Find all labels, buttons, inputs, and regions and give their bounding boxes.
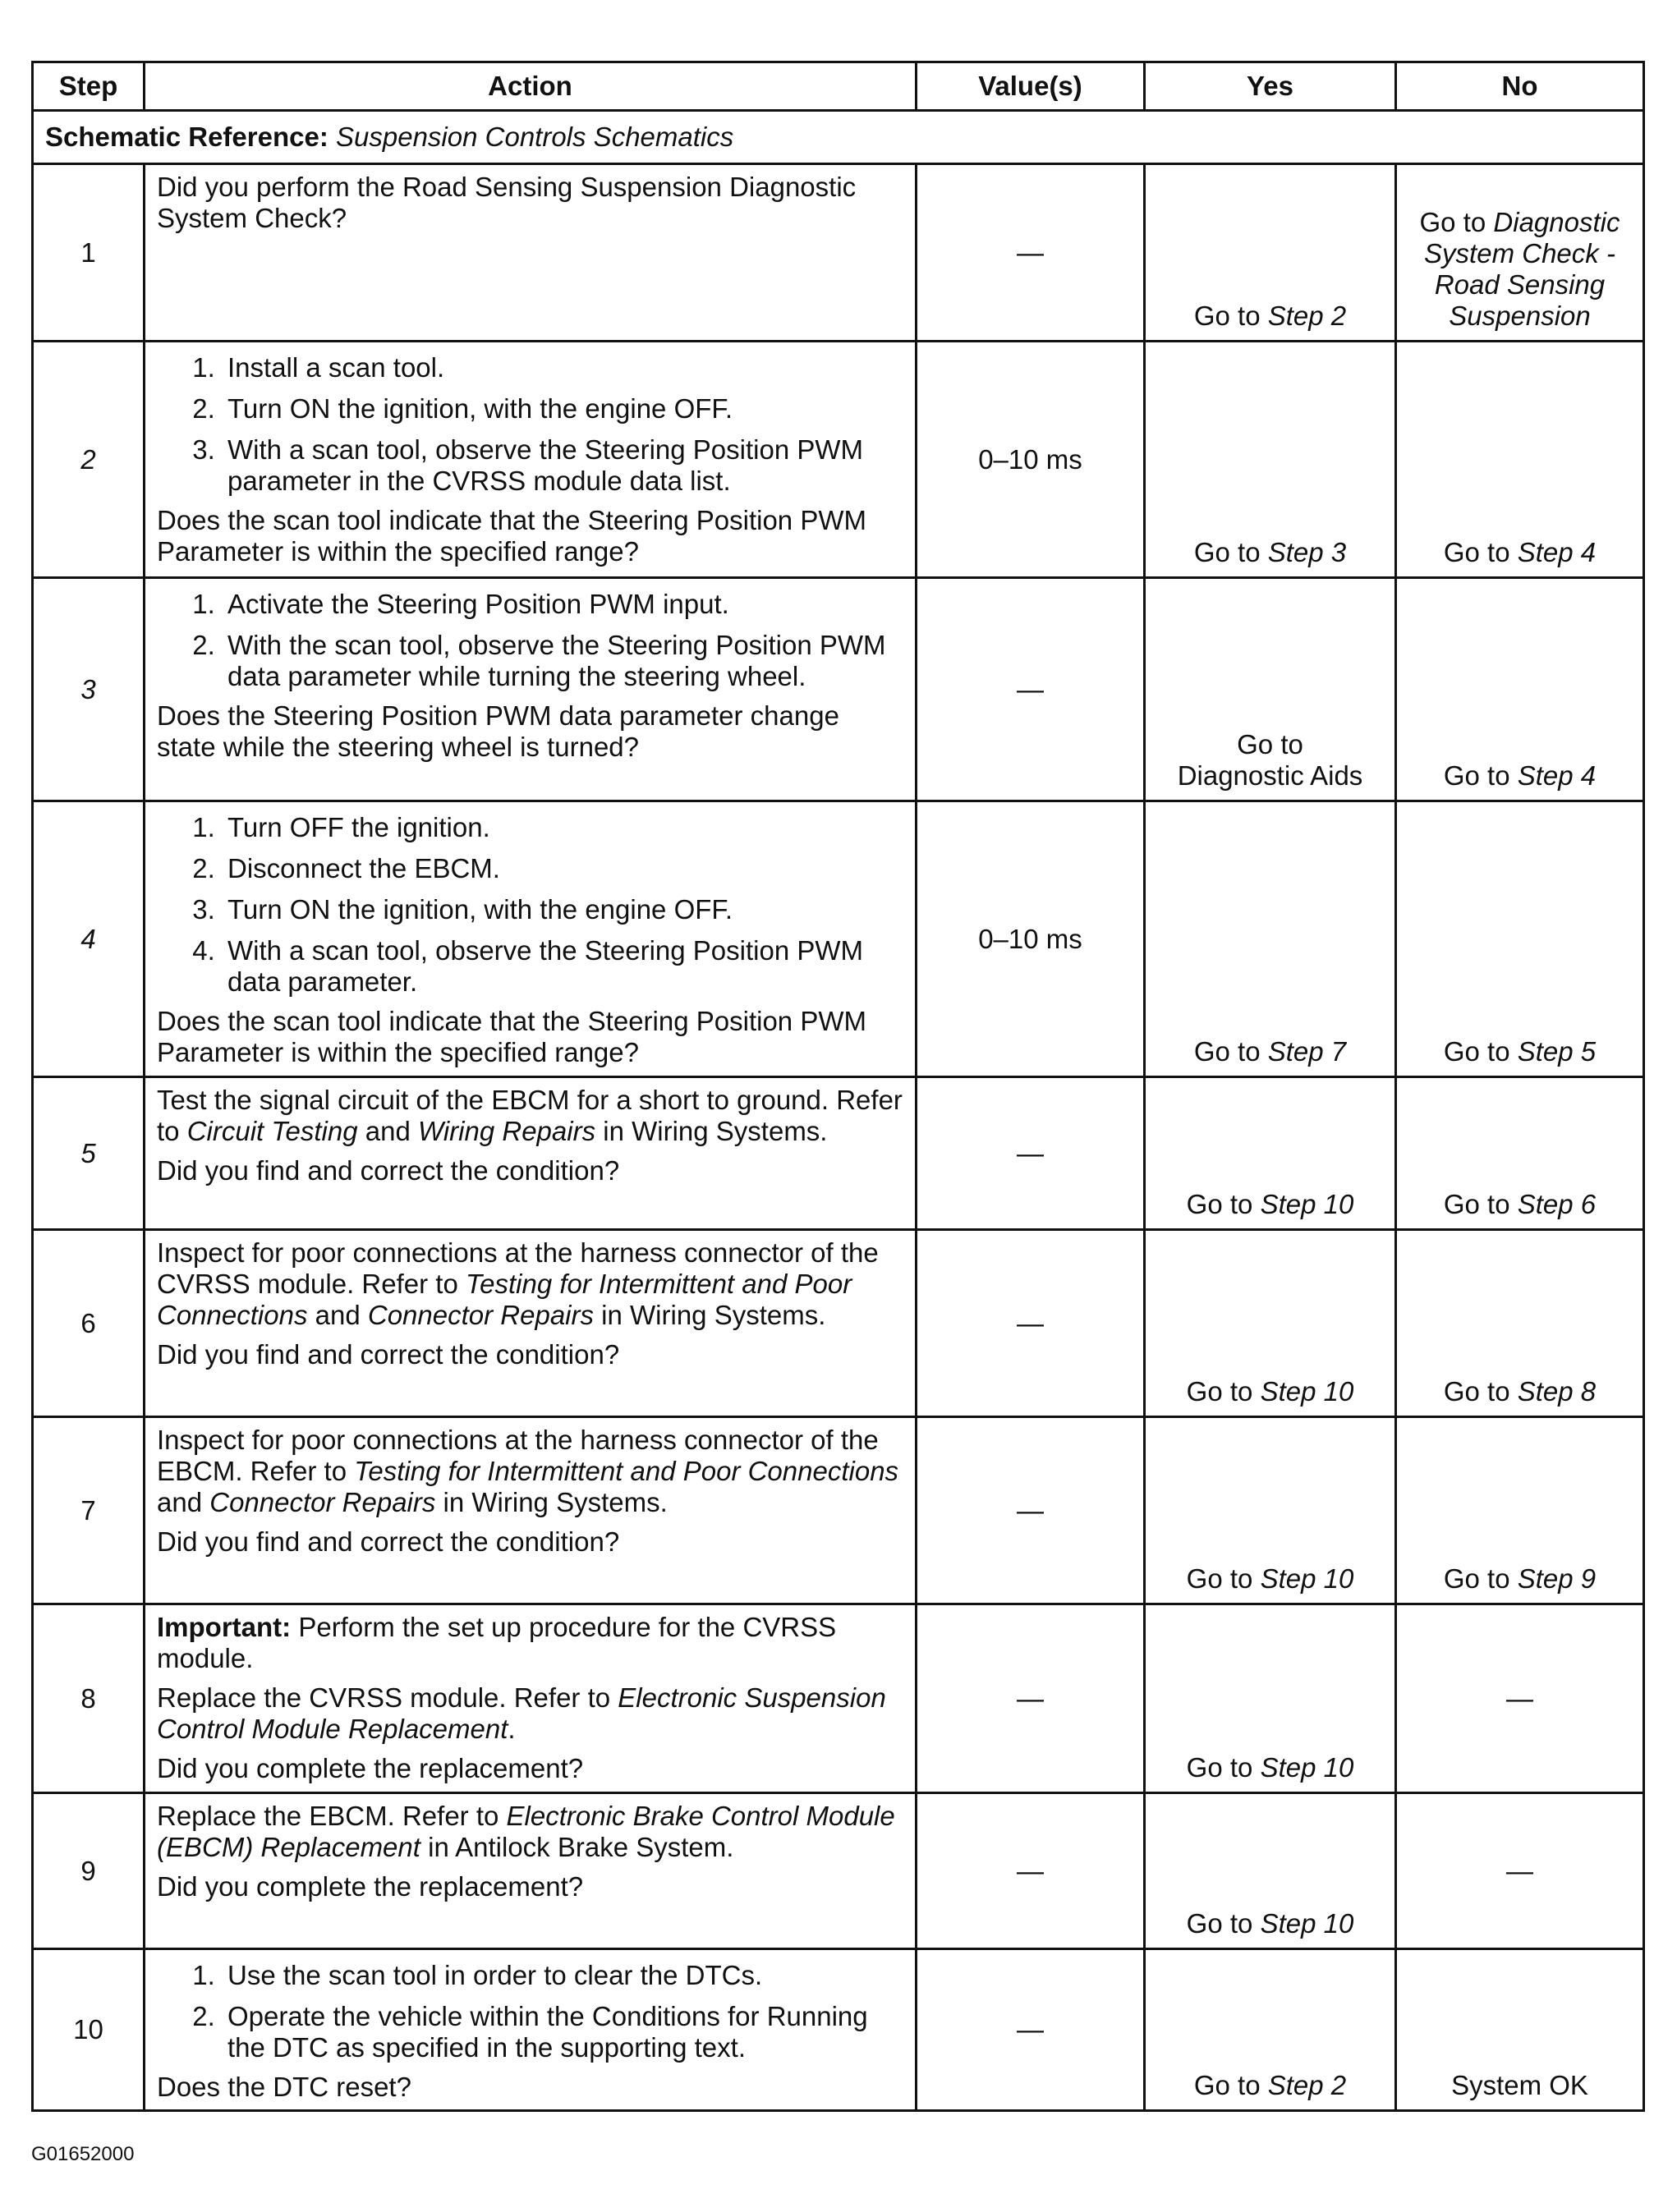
header-step: Step — [33, 62, 145, 111]
action-question: Did you complete the replacement? — [157, 1871, 584, 1902]
table-row — [33, 1949, 1644, 2111]
no-cell: Go to Step 9 — [1396, 1417, 1644, 1604]
header-no: No — [1396, 62, 1644, 111]
action-question: Did you complete the replacement? — [157, 1753, 584, 1783]
yes-link[interactable]: Step 7 — [1267, 1036, 1347, 1067]
no-link[interactable]: Step 9 — [1517, 1563, 1597, 1594]
action-step: 3. With a scan tool, observe the Steering Position PWM parameter in the CVRSS module data list. — [223, 434, 905, 497]
action-question: Does the scan tool indicate that the Steering Position PWM Parameter is within the specified range? — [157, 1006, 866, 1067]
value-cell: — — [917, 164, 1145, 342]
action-cell — [145, 578, 917, 801]
value-cell: — — [917, 578, 1145, 801]
table-row — [33, 801, 1644, 1077]
step-number: 9 — [33, 1793, 145, 1949]
figure-code: G01652000 — [31, 2143, 135, 2165]
step-number: 6 — [33, 1230, 145, 1417]
action-steps — [157, 812, 905, 998]
yes-cell: Go to Step 7 — [1145, 801, 1396, 1077]
value-cell: 0–10 ms — [917, 342, 1145, 578]
yes-link[interactable]: Step 2 — [1267, 301, 1347, 331]
step-number: 8 — [33, 1604, 145, 1793]
step-number: 4 — [33, 801, 145, 1077]
action-cell — [145, 1077, 917, 1230]
step-number: 10 — [33, 1949, 145, 2111]
yes-cell: Go to Step 3 — [1145, 342, 1396, 578]
no-cell: Go to Step 6 — [1396, 1077, 1644, 1230]
yes-cell: Go to Step 10 — [1145, 1604, 1396, 1793]
reference-link[interactable]: Wiring Repairs — [417, 1116, 596, 1146]
action-cell — [145, 1793, 917, 1949]
action-question: Did you find and correct the condition? — [157, 1155, 620, 1186]
action-step: 1. Install a scan tool. — [223, 352, 905, 383]
schematic-label: Schematic Reference: — [45, 122, 329, 152]
header-action: Action — [145, 62, 917, 111]
schematic-reference-row — [33, 111, 1644, 164]
action-text: Inspect for poor connections at the harness connector of the EBCM. Refer to Testing for Intermittent and Poor Connections and Connector Repairs in Wiring Systems. — [157, 1425, 899, 1517]
action-step: 2. Disconnect the EBCM. — [223, 853, 905, 884]
reference-link[interactable]: Circuit Testing — [186, 1116, 358, 1146]
reference-link[interactable]: Electronic Suspension Control Module Replacement — [157, 1682, 886, 1744]
action-question: Does the scan tool indicate that the Steering Position PWM Parameter is within the specified range? — [157, 505, 866, 567]
value-cell: — — [917, 1604, 1145, 1793]
action-question: Does the DTC reset? — [157, 2072, 411, 2102]
table-row — [33, 1417, 1644, 1604]
no-cell: — — [1396, 1793, 1644, 1949]
yes-cell: Go to Step 10 — [1145, 1230, 1396, 1417]
no-cell: Go to Step 4 — [1396, 342, 1644, 578]
no-cell: Go to Diagnostic System Check - Road Sensing Suspension — [1396, 164, 1644, 342]
yes-link[interactable]: Step 10 — [1260, 1189, 1354, 1219]
no-link[interactable]: Step 5 — [1517, 1036, 1597, 1067]
action-steps — [157, 1960, 905, 2063]
step-number: 7 — [33, 1417, 145, 1604]
action-step: 2. Operate the vehicle within the Conditions for Running the DTC as specified in the supporting text. — [223, 2001, 905, 2063]
yes-link[interactable]: Go to Diagnostic Aids — [1177, 729, 1363, 791]
no-cell: Go to Step 4 — [1396, 578, 1644, 801]
action-text: Replace the CVRSS module. Refer to Electronic Suspension Control Module Replacement. — [157, 1682, 886, 1744]
yes-link[interactable]: Step 2 — [1267, 2070, 1347, 2100]
no-cell: Go to Step 5 — [1396, 801, 1644, 1077]
yes-cell: Go to Step 2 — [1145, 164, 1396, 342]
no-cell: Go to Step 8 — [1396, 1230, 1644, 1417]
schematic-reference — [33, 111, 1644, 164]
value-cell: 0–10 ms — [917, 801, 1145, 1077]
table-row — [33, 1230, 1644, 1417]
action-steps — [157, 352, 905, 497]
table-row — [33, 578, 1644, 801]
no-link[interactable]: Step 4 — [1517, 760, 1597, 791]
diagnostic-table-container — [31, 61, 1643, 2112]
yes-link[interactable]: Step 10 — [1260, 1376, 1354, 1407]
schematic-link[interactable]: Suspension Controls Schematics — [336, 122, 734, 152]
yes-cell: Go to Step 10 — [1145, 1417, 1396, 1604]
reference-link[interactable]: Connector Repairs — [209, 1487, 436, 1517]
no-link[interactable]: Diagnostic System Check - Road Sensing Suspension — [1424, 207, 1620, 331]
step-number: 5 — [33, 1077, 145, 1230]
header-row — [33, 62, 1644, 111]
value-cell: — — [917, 1077, 1145, 1230]
action-cell — [145, 1417, 917, 1604]
value-cell: — — [917, 1417, 1145, 1604]
important-label: Important: — [157, 1612, 292, 1642]
reference-link[interactable]: Connector Repairs — [367, 1300, 594, 1330]
action-text: Inspect for poor connections at the harness connector of the CVRSS module. Refer to Testing for Intermittent and Poor Connections and Connector Repairs in Wiring Systems. — [157, 1237, 879, 1330]
action-step: 2. Turn ON the ignition, with the engine OFF. — [223, 393, 905, 425]
reference-link[interactable]: Testing for Intermittent and Poor Connections — [354, 1456, 899, 1486]
header-values: Value(s) — [917, 62, 1145, 111]
yes-link[interactable]: Step 3 — [1267, 537, 1347, 567]
action-cell — [145, 342, 917, 578]
action-question: Does the Steering Position PWM data parameter change state while the steering wheel is turned? — [157, 700, 839, 762]
value-cell: — — [917, 1230, 1145, 1417]
action-question: Did you find and correct the condition? — [157, 1526, 620, 1557]
action-step: 2. With the scan tool, observe the Steering Position PWM data parameter while turning the steering wheel. — [223, 630, 905, 692]
action-step: 3. Turn ON the ignition, with the engine OFF. — [223, 894, 905, 925]
table-row — [33, 1604, 1644, 1793]
table-row — [33, 1793, 1644, 1949]
value-cell: — — [917, 1793, 1145, 1949]
step-number: 2 — [33, 342, 145, 578]
action-text: Replace the EBCM. Refer to Electronic Brake Control Module (EBCM) Replacement in Antilock Brake System. — [157, 1801, 895, 1862]
yes-cell: Go to Step 2 — [1145, 1949, 1396, 2111]
no-link[interactable]: Step 6 — [1517, 1189, 1597, 1219]
no-cell: — — [1396, 1604, 1644, 1793]
reference-link[interactable]: Testing for Intermittent and Poor Connections — [157, 1269, 852, 1330]
no-link[interactable]: Step 8 — [1517, 1376, 1597, 1407]
table-row — [33, 342, 1644, 578]
yes-cell: Go to Step 10 — [1145, 1077, 1396, 1230]
action-cell — [145, 1230, 917, 1417]
value-cell: — — [917, 1949, 1145, 2111]
action-step: 1. Activate the Steering Position PWM input. — [223, 589, 905, 620]
step-number: 1 — [33, 164, 145, 342]
action-steps — [157, 589, 905, 692]
action-cell — [145, 164, 917, 342]
important-note: Important: Perform the set up procedure for the CVRSS module. — [157, 1612, 837, 1673]
table-row — [33, 1077, 1644, 1230]
no-link[interactable]: Step 4 — [1517, 537, 1597, 567]
table-row — [33, 164, 1644, 342]
yes-link[interactable]: Step 10 — [1260, 1563, 1354, 1594]
action-cell — [145, 801, 917, 1077]
step-number: 3 — [33, 578, 145, 801]
action-step: 1. Turn OFF the ignition. — [223, 812, 905, 843]
action-cell — [145, 1604, 917, 1793]
action-question: Did you find and correct the condition? — [157, 1339, 620, 1370]
action-step: 1. Use the scan tool in order to clear the DTCs. — [223, 1960, 905, 1991]
action-text: Did you perform the Road Sensing Suspension Diagnostic System Check? — [157, 172, 857, 233]
no-cell: System OK — [1396, 1949, 1644, 2111]
action-cell — [145, 1949, 917, 2111]
action-text: Test the signal circuit of the EBCM for a short to ground. Refer to Circuit Testing and Wiring Repairs in Wiring Systems. — [157, 1085, 903, 1146]
action-step: 4. With a scan tool, observe the Steering Position PWM data parameter. — [223, 935, 905, 998]
header-yes: Yes — [1145, 62, 1396, 111]
diagnostic-table — [31, 61, 1645, 2112]
yes-link[interactable]: Step 10 — [1260, 1752, 1354, 1783]
yes-cell: Go to Step 10 — [1145, 1793, 1396, 1949]
yes-cell — [1145, 578, 1396, 801]
yes-link[interactable]: Step 10 — [1260, 1908, 1354, 1939]
reference-link[interactable]: Electronic Brake Control Module (EBCM) Replacement — [157, 1801, 895, 1862]
